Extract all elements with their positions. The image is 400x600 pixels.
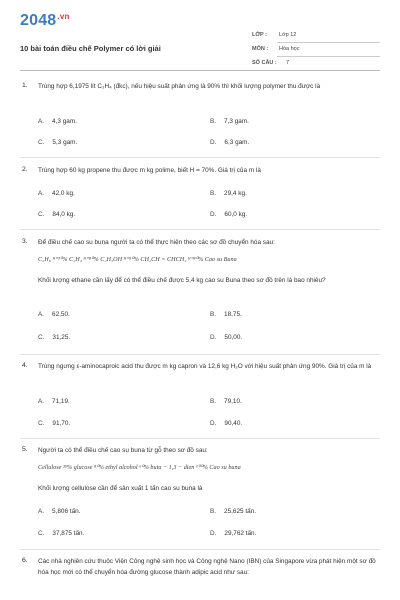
option-letter: B.	[210, 398, 217, 405]
option-text: 25,625 tấn.	[224, 508, 257, 515]
option-a[interactable]	[38, 398, 70, 405]
meta-key: LỚP :	[252, 32, 267, 38]
meta-value: Hóa học	[279, 46, 300, 52]
option-text: 60,0 kg.	[224, 211, 248, 218]
option-letter: D.	[210, 139, 217, 146]
logo-suffix: .vn	[57, 12, 70, 21]
option-d[interactable]	[210, 139, 249, 146]
option-letter: C.	[38, 334, 45, 341]
option-text: 71,19.	[52, 398, 70, 405]
option-c[interactable]	[38, 420, 70, 427]
meta-value: Lớp 12	[279, 32, 297, 38]
option-text: 4,3 gam.	[52, 118, 77, 125]
question-number: 2.	[22, 166, 28, 173]
option-d[interactable]	[210, 334, 242, 341]
question-divider	[20, 438, 380, 439]
option-text: 62,50.	[52, 311, 70, 318]
question-stem: Trùng hợp 6,1975 lít C₂H₄ (đkc), nếu hiệu suất phản ứng là 90% thì khối lượng polymer thu được là	[38, 83, 321, 90]
option-letter: D.	[210, 334, 217, 341]
question-stem: Các nhà nghiên cứu thuộc Viện Công nghệ sinh học và Công nghệ Nano (IBN) của Singapore vừa phát hiện một sơ đồ hóa học mới có thể chuyển hóa đường glucose thành adipic acid như sau:	[38, 558, 376, 576]
question-divider	[20, 229, 380, 230]
option-letter: C.	[38, 420, 45, 427]
question-number: 3.	[22, 238, 28, 245]
option-letter: A.	[38, 190, 45, 197]
option-letter: B.	[210, 190, 217, 197]
option-d[interactable]	[210, 211, 247, 218]
meta-row-class	[252, 30, 380, 44]
option-text: 42,0 kg.	[52, 190, 75, 197]
meta-row-subject	[252, 44, 380, 58]
option-c[interactable]	[38, 139, 77, 146]
meta-value: 7	[286, 60, 290, 66]
option-b[interactable]	[210, 398, 242, 405]
reaction-scheme: C₂H₆ ᴴ⁼³⁰% C₂H₄ ᴴ⁼⁸⁰% C₂H₅OH ᴴ⁼⁵⁰% CH₂CH = CHCH₂ ᴴ⁼⁸⁰% Cao su Buna	[38, 256, 237, 263]
option-text: 29,762 tấn.	[224, 530, 257, 537]
option-a[interactable]	[38, 190, 75, 197]
question-stem: Trùng hợp 60 kg propene thu được m kg polime, biết H = 70%. Giá trị của m là	[38, 167, 261, 174]
option-text: 7,3 gam.	[224, 118, 249, 125]
option-letter: B.	[210, 508, 217, 515]
question-divider	[20, 157, 380, 158]
option-b[interactable]	[210, 118, 249, 125]
option-text: 6,3 gam.	[224, 139, 250, 146]
question-number: 6.	[22, 557, 28, 564]
option-letter: A.	[38, 311, 45, 318]
option-letter: C.	[38, 211, 45, 218]
option-a[interactable]	[38, 118, 77, 125]
meta-underline	[277, 56, 380, 57]
option-b[interactable]	[210, 508, 256, 515]
option-text: 79,10.	[224, 398, 242, 405]
site-logo[interactable]	[20, 12, 70, 30]
option-a[interactable]	[38, 311, 70, 318]
meta-panel	[252, 30, 380, 72]
option-b[interactable]	[210, 311, 242, 318]
option-letter: D.	[210, 420, 217, 427]
question-number: 5.	[22, 446, 28, 453]
option-text: 5,3 gam.	[52, 139, 78, 146]
meta-key: MÔN :	[252, 46, 269, 52]
header	[20, 12, 380, 66]
question-divider	[20, 549, 380, 550]
option-text: 37,875 tấn.	[52, 530, 85, 537]
option-c[interactable]	[38, 334, 70, 341]
option-c[interactable]	[38, 211, 75, 218]
header-divider	[20, 70, 380, 71]
option-letter: A.	[38, 118, 45, 125]
option-letter: C.	[38, 139, 45, 146]
option-text: 84,0 kg.	[52, 211, 76, 218]
logo-text: 2048	[20, 12, 57, 29]
option-text: 29,4 kg.	[224, 190, 247, 197]
option-text: 18,75.	[224, 311, 242, 318]
question-divider	[20, 354, 380, 355]
question-subprompt: Khối lượng ethane cần lấy để có thể điều chế được 5,4 kg cao su Buna theo sơ đồ trên là bao nhiêu?	[38, 277, 326, 284]
option-a[interactable]	[38, 508, 80, 515]
question-number: 4.	[22, 362, 28, 369]
option-b[interactable]	[210, 190, 247, 197]
question-stem: Trùng ngưng ε-aminocaproic acid thu được m kg capron và 12,6 kg H₂O với hiệu suất phản ứng 90%. Giá trị của m là	[38, 363, 372, 370]
option-d[interactable]	[210, 420, 242, 427]
option-text: 50,00.	[224, 334, 243, 341]
meta-key: SỐ CÂU :	[252, 60, 277, 66]
option-text: 91,70.	[52, 420, 71, 427]
option-letter: C.	[38, 530, 45, 537]
question-stem: Người ta có thể điều chế cao su buna từ gỗ theo sơ đồ sau:	[38, 447, 208, 454]
document-title: 10 bài toán điều chế Polymer có lời giải	[20, 44, 161, 53]
option-letter: A.	[38, 398, 45, 405]
option-letter: A.	[38, 508, 45, 515]
option-letter: B.	[210, 311, 217, 318]
meta-underline	[277, 42, 380, 43]
option-text: 31,25.	[52, 334, 71, 341]
option-letter: B.	[210, 118, 217, 125]
option-text: 5,806 tấn.	[52, 508, 81, 515]
option-letter: D.	[210, 211, 217, 218]
question-number: 1.	[22, 82, 28, 89]
reaction-scheme: Cellulose ³⁵% glucose ⁸⁰% ethyl alcohol ⁶⁰% buta − 1,3 − dien ¹⁰⁰% Cao su buna	[38, 464, 241, 471]
option-c[interactable]	[38, 530, 84, 537]
option-letter: D.	[210, 530, 217, 537]
question-stem: Để điều chế cao su buna người ta có thể thực hiện theo các sơ đồ chuyển hóa sau:	[38, 239, 275, 246]
option-d[interactable]	[210, 530, 256, 537]
question-subprompt: Khối lượng cellulose cần để sản xuất 1 tấn cao su buna là	[38, 485, 203, 492]
option-text: 90,40.	[224, 420, 243, 427]
